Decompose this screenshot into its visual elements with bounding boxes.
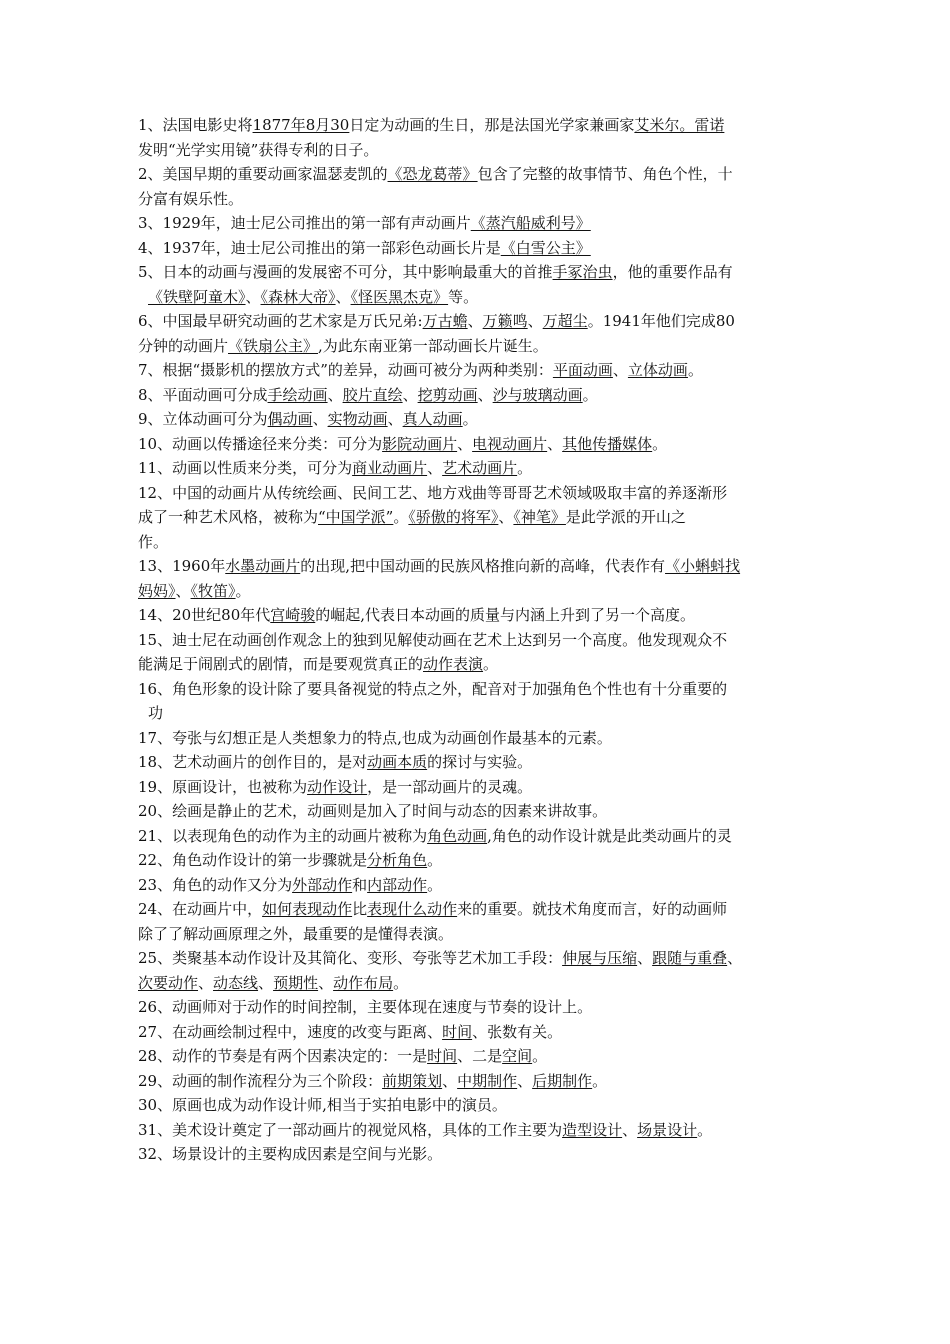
underlined-answer: 万超尘: [542, 312, 588, 330]
text-line: [138, 971, 818, 996]
text-segment: 、: [258, 973, 274, 992]
text-line: [138, 481, 818, 506]
underlined-answer: 分析角色: [367, 851, 428, 869]
text-line: [138, 505, 818, 530]
text-segment: 3、1929年，迪士尼公司推出的第一部有声动画片: [138, 214, 471, 232]
text-line: [138, 873, 818, 898]
text-segment: 、: [527, 312, 543, 330]
text-segment: 。: [483, 655, 499, 673]
text-line: [138, 211, 818, 236]
text-line: [138, 236, 818, 261]
text-segment: 。: [697, 1120, 713, 1139]
text-line: [138, 824, 818, 849]
text-line: [138, 726, 818, 751]
text-line: [138, 1093, 818, 1118]
text-segment: 除了了解动画原理之外，最重要的是懂得表演。: [138, 924, 454, 943]
text-segment: 2、美国早期的重要动画家温瑟麦凯的: [138, 165, 388, 183]
underlined-answer: 空间: [502, 1047, 533, 1065]
text-segment: 、: [467, 312, 483, 330]
text-segment: 11、动画以性质来分类，可分为: [138, 459, 353, 477]
underlined-answer: 动作设计: [307, 777, 368, 796]
underlined-answer: 动作布局: [333, 973, 394, 992]
text-segment: 13、1960年: [138, 557, 226, 575]
text-segment: 32、场景设计的主要构成因素是空间与光影。: [138, 1145, 443, 1163]
text-segment: 的探讨与实验。: [427, 753, 533, 771]
text-segment: 。: [582, 385, 598, 404]
text-line: [138, 285, 818, 310]
text-segment: 。: [393, 508, 409, 526]
underlined-answer: 前期策划: [382, 1071, 443, 1090]
text-segment: 日定为动画的生日，那是法国光学家兼画家: [349, 116, 635, 134]
underlined-answer: 立体动画: [627, 361, 688, 379]
text-segment: 功: [148, 704, 164, 722]
underlined-answer: 挖剪动画: [417, 385, 478, 404]
text-segment: 。: [687, 361, 703, 379]
text-segment: 10、动画以传播途径来分类：可分为: [138, 434, 383, 453]
text-segment: 等。: [448, 287, 479, 306]
underlined-answer: 次要动作: [138, 973, 199, 992]
text-segment: 、: [517, 1071, 533, 1090]
text-line: [138, 1142, 818, 1167]
underlined-answer: 艾米尔。雷诺: [634, 116, 725, 134]
text-line: [138, 260, 818, 285]
text-segment: 包含了完整的故事情节、角色个性，十: [477, 165, 733, 183]
text-segment: 、: [245, 287, 261, 306]
underlined-answer: 后期制作: [532, 1071, 593, 1090]
underlined-answer: 内部动作: [367, 875, 428, 894]
text-segment: 、: [387, 410, 403, 428]
text-segment: 、张数有关。: [472, 1022, 563, 1041]
text-line: [138, 187, 818, 212]
text-segment: 20、绘画是静止的艺术，动画则是加入了时间与动态的因素来讲故事。: [138, 802, 608, 820]
text-segment: 、二是: [457, 1047, 503, 1065]
text-segment: 1、法国电影史将: [138, 116, 253, 134]
underlined-answer: 伸展与压缩: [562, 949, 638, 967]
underlined-answer: 《骄傲的将军》: [408, 508, 499, 526]
text-segment: 12、中国的动画片从传统绘画、民间工艺、地方戏曲等哥哥艺术领域吸取丰富的养逐渐形: [138, 483, 728, 502]
underlined-answer: 时间: [442, 1022, 473, 1041]
text-line: [138, 334, 818, 359]
text-segment: 、: [427, 459, 443, 477]
text-segment: 14、20世纪80年代: [138, 606, 271, 624]
underlined-answer: 时间: [427, 1047, 458, 1065]
underlined-answer: 沙与玻璃动画: [492, 385, 583, 404]
underlined-answer: 跟随与重叠: [652, 949, 728, 967]
underlined-answer: 影院动画片: [382, 434, 458, 453]
text-segment: ,为此东南亚第一部动画长片诞生。: [318, 336, 548, 355]
underlined-answer: 外部动作: [292, 875, 353, 894]
text-segment: 、: [402, 385, 418, 404]
underlined-answer: 动态线: [213, 973, 259, 992]
text-segment: 。: [427, 851, 443, 869]
text-segment: 。: [393, 973, 409, 992]
underlined-answer: 《神笔》: [513, 508, 566, 526]
text-line: [138, 628, 818, 653]
text-segment: 。: [532, 1047, 548, 1065]
text-segment: 17、夸张与幻想正是人类想象力的特点,也成为动画创作最基本的元素。: [138, 728, 612, 747]
underlined-answer: 平面动画: [552, 361, 613, 379]
text-segment: ，是一部动画片的灵魂。: [367, 777, 533, 796]
text-segment: 22、角色动作设计的第一步骤就是: [138, 851, 368, 869]
text-segment: 、: [727, 949, 743, 967]
text-line: [138, 677, 818, 702]
text-line: [138, 1118, 818, 1143]
text-segment: 、: [637, 949, 653, 967]
text-segment: 7、根据“摄影机的摆放方式”的差异，动画可被分为两种类别：: [138, 361, 553, 379]
underlined-answer: 场景设计: [637, 1120, 698, 1139]
text-line: [138, 162, 818, 187]
text-line: [138, 897, 818, 922]
text-line: [138, 701, 818, 726]
underlined-answer: 动作表演: [423, 655, 484, 673]
underlined-answer: 商业动画片: [352, 459, 428, 477]
text-segment: ,角色的动作设计就是此类动画片的灵: [487, 826, 732, 845]
text-segment: 28、动作的节奏是有两个因素决定的：一是: [138, 1047, 428, 1065]
underlined-answer: 《怪医黑杰克》: [350, 287, 449, 306]
text-segment: 分钟的动画片: [138, 336, 229, 355]
text-segment: 、: [477, 385, 493, 404]
text-segment: 、: [327, 385, 343, 404]
text-segment: 。: [427, 875, 443, 894]
text-segment: 24、在动画片中，: [138, 900, 263, 918]
text-line: [138, 579, 818, 604]
text-line: [138, 432, 818, 457]
underlined-answer: 《铁扇公主》: [228, 336, 319, 355]
text-line: [138, 775, 818, 800]
text-segment: 、: [498, 508, 514, 526]
text-line: [138, 309, 818, 334]
text-line: [138, 848, 818, 873]
underlined-answer: 真人动画: [402, 410, 463, 428]
text-line: [138, 554, 818, 579]
underlined-answer: 《恐龙葛蒂》: [387, 165, 478, 183]
underlined-answer: 艺术动画片: [442, 459, 518, 477]
text-line: [138, 750, 818, 775]
text-segment: 9、立体动画可分为: [138, 410, 268, 428]
text-segment: 能满足于闹剧式的剧情，而是要观赏真正的: [138, 655, 424, 673]
text-segment: 、: [335, 287, 351, 306]
underlined-answer: 预期性: [273, 973, 319, 992]
underlined-answer: 《小蝌蚪找: [665, 557, 741, 575]
underlined-answer: 1877年8月30: [252, 116, 350, 134]
underlined-answer: 中期制作: [457, 1071, 518, 1090]
underlined-answer: 如何表现动作: [262, 900, 353, 918]
text-segment: ，他的重要作品有: [612, 263, 733, 281]
text-line: [138, 652, 818, 677]
text-segment: 、: [318, 973, 334, 992]
underlined-answer: 动画本质: [367, 753, 428, 771]
underlined-answer: 电视动画片: [472, 434, 548, 453]
text-segment: 分富有娱乐性。: [138, 189, 244, 208]
text-segment: 8、平面动画可分成: [138, 385, 268, 404]
text-segment: 31、美术设计奠定了一部动画片的视觉风格，具体的工作主要为: [138, 1120, 563, 1139]
text-segment: 18、艺术动画片的创作目的，是对: [138, 753, 368, 771]
text-segment: 21、以表现角色的动作为主的动画片被称为: [138, 826, 428, 845]
text-segment: 5、日本的动画与漫画的发展密不可分，其中影响最重大的首推: [138, 263, 553, 281]
text-line: [138, 456, 818, 481]
underlined-answer: 《牧笛》: [190, 581, 236, 600]
text-segment: 、: [175, 581, 191, 600]
text-segment: 、: [312, 410, 328, 428]
underlined-answer: 《白雪公主》: [500, 238, 591, 257]
text-segment: 的崛起,代表日本动画的质量与内涵上升到了另一个高度。: [315, 606, 696, 624]
text-segment: 和: [352, 875, 368, 894]
text-line: [138, 946, 818, 971]
text-segment: 的出现,把中国动画的民族风格推向新的高峰，代表作有: [300, 557, 666, 575]
underlined-answer: 表现什么动作: [367, 900, 458, 918]
underlined-answer: 实物动画: [327, 410, 388, 428]
text-segment: 16、角色形象的设计除了要具备视觉的特点之外，配音对于加强角色个性也有十分重要的: [138, 679, 728, 698]
text-line: [138, 407, 818, 432]
underlined-answer: 《铁壁阿童木》: [148, 287, 246, 306]
text-line: [138, 799, 818, 824]
text-segment: 15、迪士尼在动画创作观念上的独到见解使动画在艺术上达到另一个高度。他发现观众不: [138, 630, 728, 649]
underlined-answer: 手绘动画: [267, 385, 328, 404]
text-segment: 6、中国最早研究动画的艺术家是万氏兄弟:: [138, 312, 423, 330]
text-line: [138, 1044, 818, 1069]
underlined-answer: “中国学派”: [318, 508, 394, 526]
text-segment: 4、1937年，迪士尼公司推出的第一部彩色动画长片是: [138, 238, 501, 257]
underlined-answer: 妈妈》: [138, 581, 176, 600]
text-segment: 。: [592, 1071, 608, 1090]
text-segment: 23、角色的动作又分为: [138, 875, 293, 894]
text-segment: 、: [198, 973, 214, 992]
document-body: [138, 113, 818, 1167]
text-segment: 30、原画也成为动作设计师,相当于实拍电影中的演员。: [138, 1096, 507, 1114]
text-segment: 。: [462, 410, 478, 428]
text-line: [138, 1069, 818, 1094]
text-segment: 来的重要。就技术角度而言，好的动画师: [457, 900, 728, 918]
text-line: [138, 922, 818, 947]
text-segment: 、: [547, 434, 563, 453]
text-line: [138, 138, 818, 163]
text-line: [138, 530, 818, 555]
text-line: [138, 995, 818, 1020]
text-line: [138, 603, 818, 628]
text-segment: 27、在动画绘制过程中，速度的改变与距离、: [138, 1022, 443, 1041]
text-segment: 。1941年他们完成80: [587, 312, 735, 330]
underlined-answer: 《蒸汽船威利号》: [470, 214, 591, 232]
underlined-answer: 其他传播媒体: [562, 434, 653, 453]
underlined-answer: 造型设计: [562, 1120, 623, 1139]
underlined-answer: 《森林大帝》: [260, 287, 336, 306]
text-segment: 作。: [138, 532, 169, 551]
text-segment: 是此学派的开山之: [565, 508, 686, 526]
text-line: [138, 1020, 818, 1045]
text-segment: 。: [652, 434, 668, 453]
text-segment: 、: [612, 361, 628, 379]
text-segment: 。: [517, 459, 533, 477]
text-segment: 、: [442, 1071, 458, 1090]
text-segment: 19、原画设计，也被称为: [138, 777, 308, 796]
text-segment: 、: [457, 434, 473, 453]
underlined-answer: 万古蟾: [422, 312, 468, 330]
text-segment: 、: [622, 1120, 638, 1139]
underlined-answer: 胶片直绘: [342, 385, 403, 404]
text-line: [138, 113, 818, 138]
text-segment: 成了一种艺术风格，被称为: [138, 508, 319, 526]
text-line: [138, 358, 818, 383]
text-line: [138, 383, 818, 408]
underlined-answer: 偶动画: [267, 410, 313, 428]
underlined-answer: 万籁鸣: [482, 312, 528, 330]
text-segment: 比: [352, 900, 368, 918]
text-segment: 。: [235, 581, 251, 600]
text-segment: 29、动画的制作流程分为三个阶段：: [138, 1071, 383, 1090]
underlined-answer: 角色动画: [427, 826, 488, 845]
underlined-answer: 水墨动画片: [225, 557, 301, 575]
text-segment: 26、动画师对于动作的时间控制，主要体现在速度与节奏的设计上。: [138, 998, 593, 1016]
text-segment: 25、类聚基本动作设计及其简化、变形、夸张等艺术加工手段：: [138, 949, 563, 967]
underlined-answer: 手冢治虫: [552, 263, 613, 281]
underlined-answer: 宫崎骏: [270, 606, 316, 624]
text-segment: 发明“光学实用镜”获得专利的日子。: [138, 140, 379, 159]
